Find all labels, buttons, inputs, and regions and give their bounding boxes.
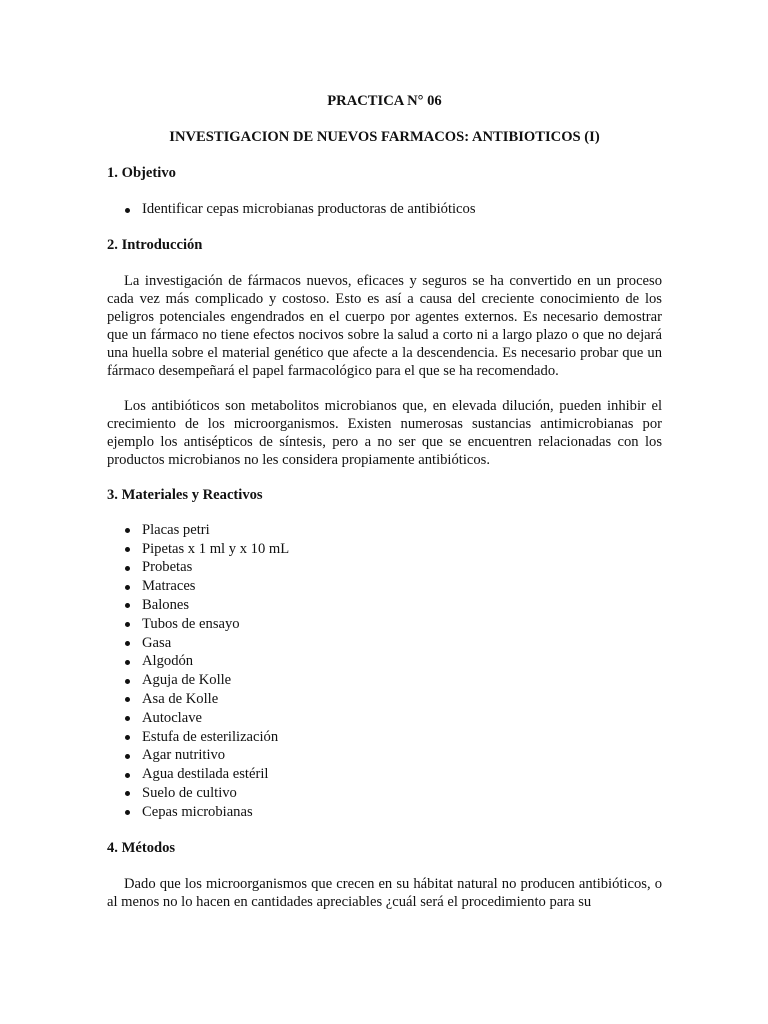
- bullet-icon: [125, 697, 130, 702]
- materials-heading: 3. Materiales y Reactivos: [107, 486, 263, 503]
- bullet-icon: [125, 641, 130, 646]
- bullet-icon: [125, 622, 130, 627]
- list-item: [107, 671, 662, 690]
- material-item: Balones: [142, 596, 190, 613]
- bullet-icon: [125, 660, 130, 665]
- bullet-icon: [125, 566, 130, 571]
- objective-list: [107, 200, 662, 219]
- list-item: [107, 521, 662, 540]
- list-item: [107, 577, 662, 596]
- material-item: Agua destilada estéril: [142, 766, 269, 783]
- material-item: Agar nutritivo: [142, 747, 226, 764]
- bullet-icon: [125, 754, 130, 759]
- material-item: Pipetas x 1 ml y x 10 mL: [142, 540, 290, 557]
- list-item: [107, 728, 662, 747]
- objective-item: Identificar cepas microbianas productoras de antibióticos: [142, 201, 476, 217]
- bullet-icon: [125, 528, 130, 533]
- material-item: Placas petri: [142, 521, 210, 538]
- practice-title: PRACTICA N° 06: [327, 93, 442, 109]
- list-item: [107, 746, 662, 765]
- material-item: Gasa: [142, 634, 172, 651]
- material-item: Asa de Kolle: [142, 690, 219, 707]
- list-item: [107, 200, 662, 219]
- material-item: Estufa de esterilización: [142, 728, 279, 745]
- list-item: [107, 652, 662, 671]
- material-item: Tubos de ensayo: [142, 615, 240, 632]
- bullet-icon: [125, 679, 130, 684]
- bullet-icon: [125, 208, 130, 213]
- introduction-paragraph-1: La investigación de fármacos nuevos, eficaces y seguros se ha convertido en un proceso cada vez más complicado y costoso. Esto es así a causa del creciente conocimiento de los peligros potenciales engendrados en el cuerpo por agentes externos. Es necesario demostrar que un fármaco no tiene efectos nocivos sobre la salud a corto ni a largo plazo o que no dejará una huella sobre el material genético que afecte a la descendencia. Es necesario probar que un fármaco desempeñará el papel farmacológico para el que se ha recomendado.: [107, 272, 662, 379]
- bullet-icon: [125, 716, 130, 721]
- list-item: [107, 803, 662, 822]
- material-item: Algodón: [142, 653, 194, 670]
- main-title: INVESTIGACION DE NUEVOS FARMACOS: ANTIBIOTICOS (I): [169, 129, 600, 145]
- bullet-icon: [125, 547, 130, 552]
- material-item: Suelo de cultivo: [142, 784, 237, 801]
- bullet-icon: [125, 603, 130, 608]
- bullet-icon: [125, 791, 130, 796]
- list-item: [107, 690, 662, 709]
- material-item: Aguja de Kolle: [142, 672, 232, 689]
- list-item: [107, 765, 662, 784]
- material-item: Probetas: [142, 559, 193, 576]
- methods-heading: 4. Métodos: [107, 839, 176, 856]
- list-item: [107, 634, 662, 653]
- list-item: [107, 615, 662, 634]
- list-item: [107, 784, 662, 803]
- methods-paragraph-1: Dado que los microorganismos que crecen en su hábitat natural no producen antibióticos, o al menos no lo hacen en cantidades apreciables ¿cuál será el procedimiento para su: [107, 875, 662, 910]
- list-item: [107, 540, 662, 559]
- document-page: [107, 92, 662, 911]
- list-item: [107, 596, 662, 615]
- list-item: [107, 558, 662, 577]
- list-item: [107, 709, 662, 728]
- introduction-paragraph-2: Los antibióticos son metabolitos microbianos que, en elevada dilución, pueden inhibir el crecimiento de los microorganismos. Existen numerosas sustancias antimicrobianas por ejemplo los antisépticos de síntesis, pero a no ser que se encuentren relacionadas con los productos microbianos no les considera propiamente antibióticos.: [107, 397, 662, 468]
- material-item: Matraces: [142, 578, 196, 595]
- materials-list: [107, 521, 662, 822]
- material-item: Autoclave: [142, 709, 202, 726]
- introduction-heading: 2. Introducción: [107, 236, 203, 253]
- bullet-icon: [125, 735, 130, 740]
- material-item: Cepas microbianas: [142, 803, 253, 820]
- objective-heading: 1. Objetivo: [107, 165, 176, 181]
- bullet-icon: [125, 773, 130, 778]
- bullet-icon: [125, 585, 130, 590]
- bullet-icon: [125, 810, 130, 815]
